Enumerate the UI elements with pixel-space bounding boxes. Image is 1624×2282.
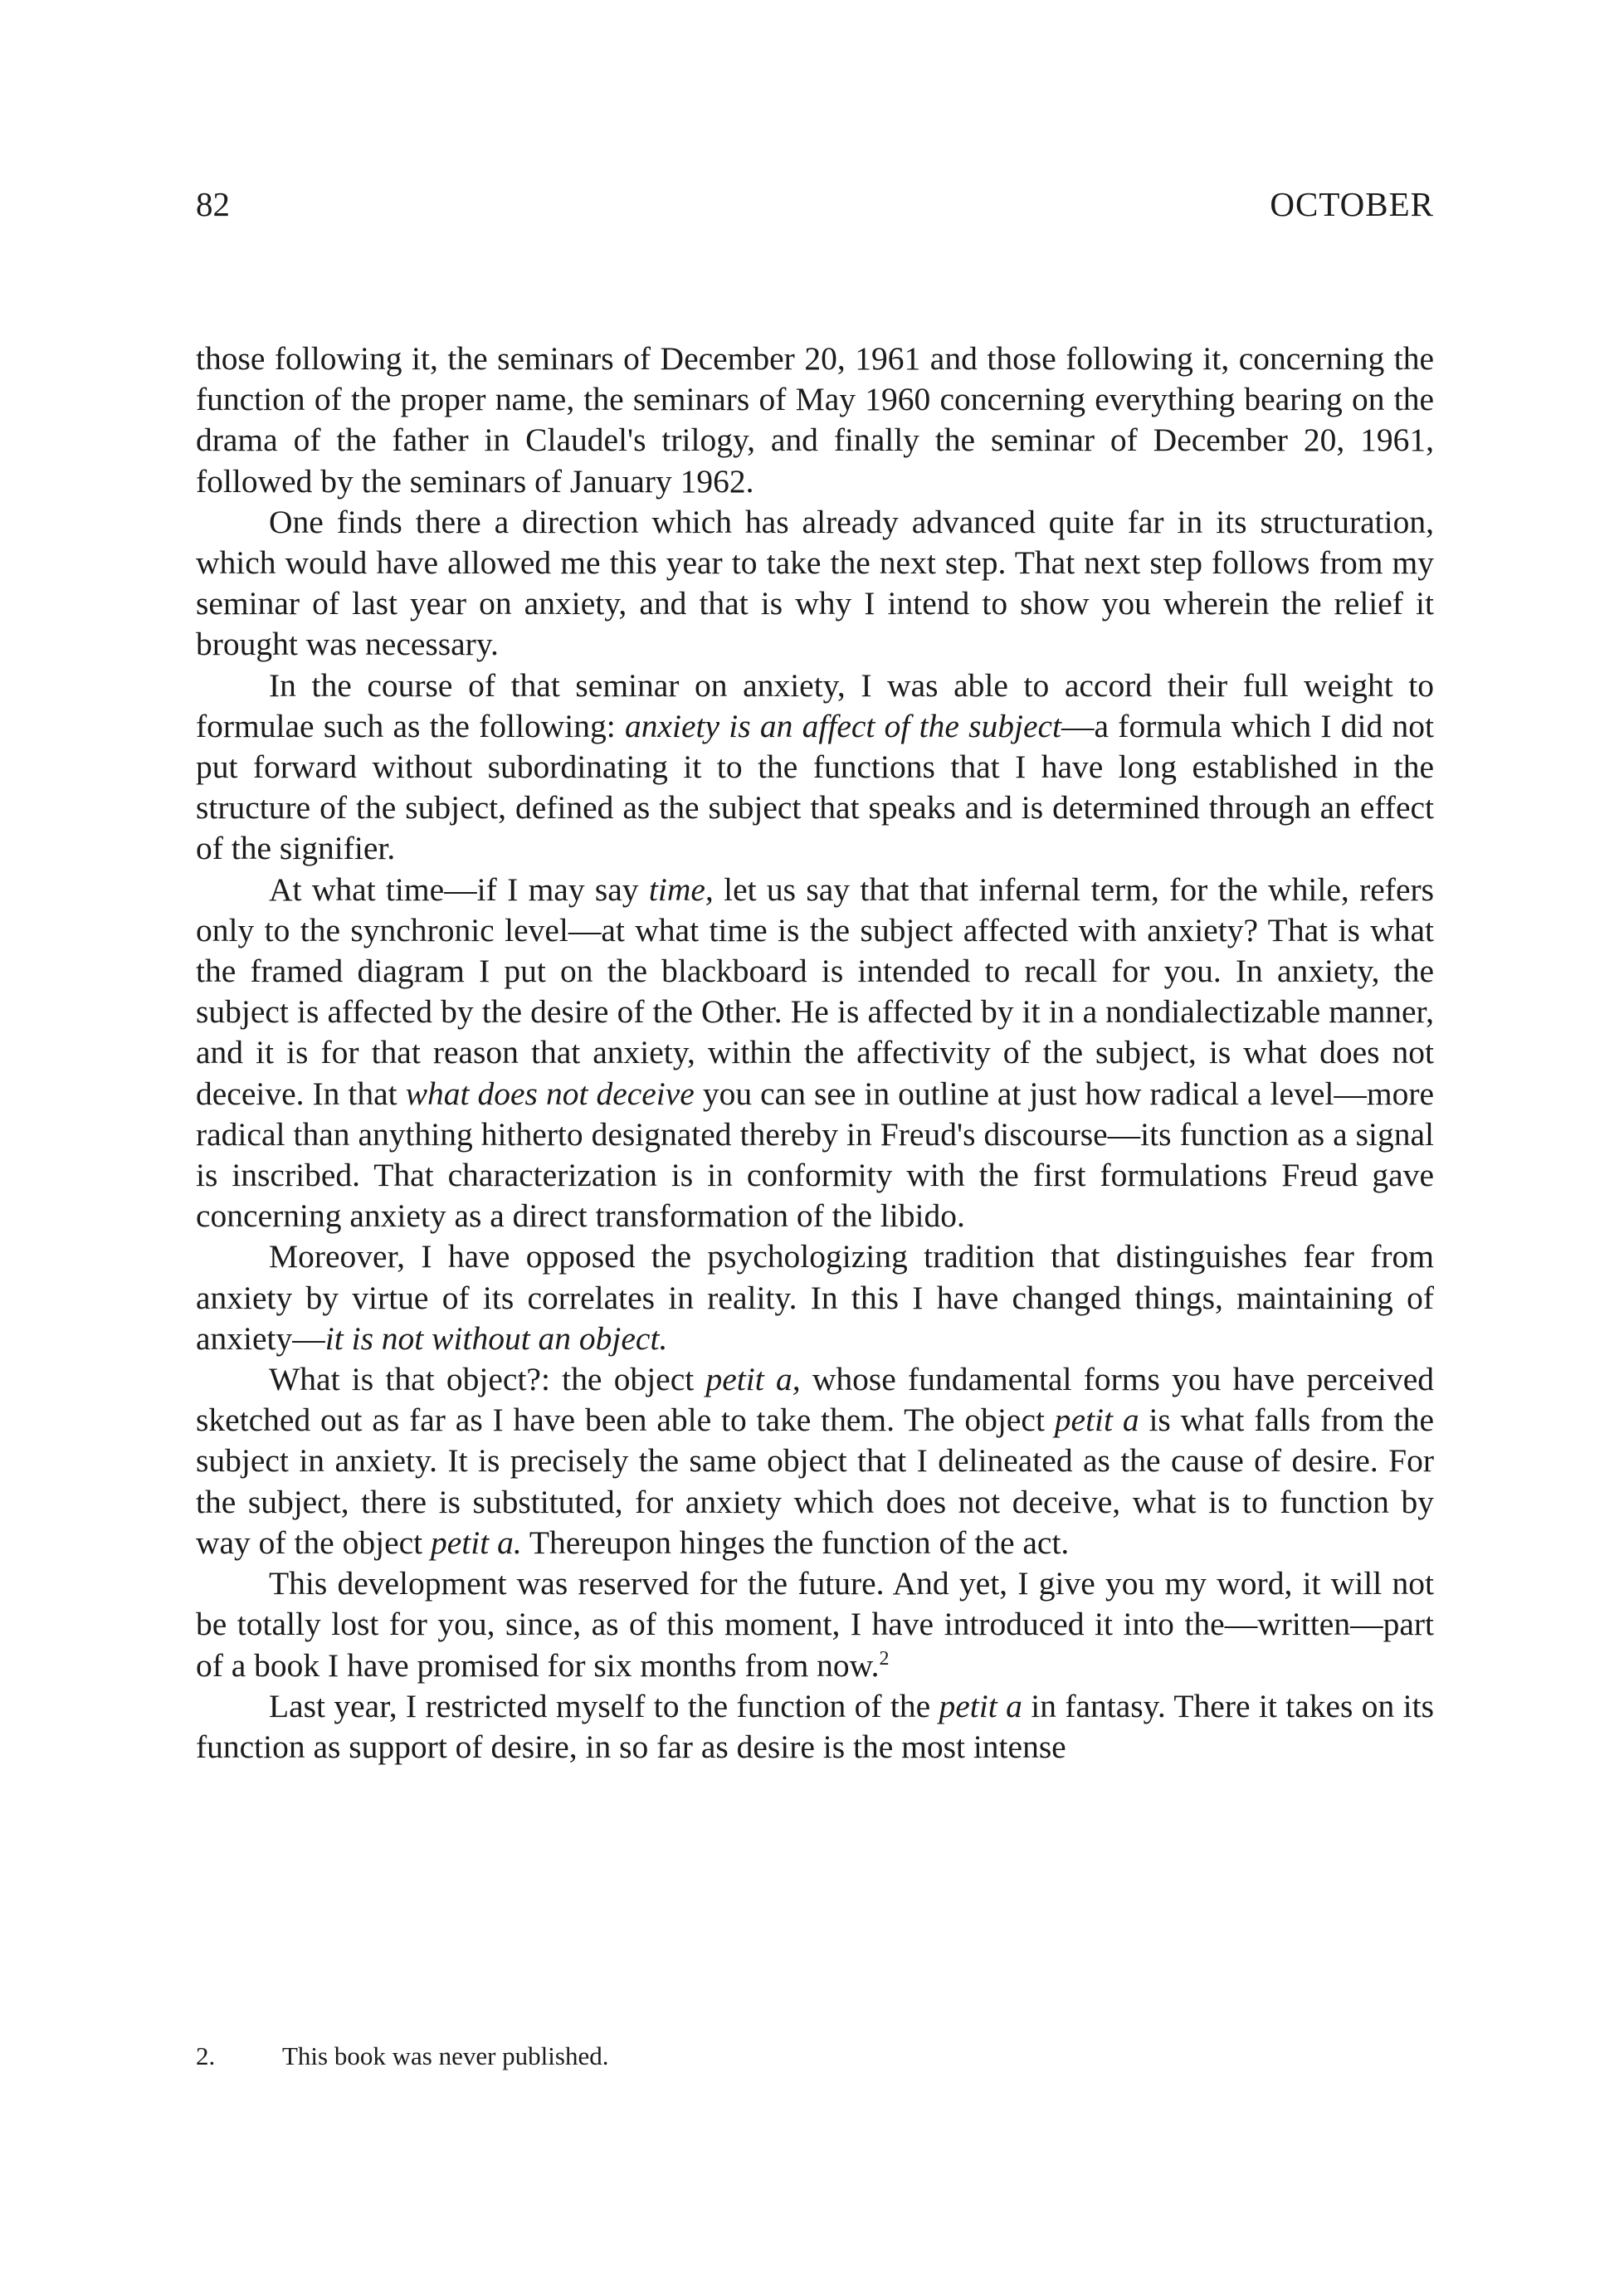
text-run: At what time—if I may say xyxy=(269,870,649,908)
page-number: 82 xyxy=(196,185,230,223)
paragraph xyxy=(196,1686,1434,1768)
running-head xyxy=(196,181,1434,227)
italic-phrase: petit a. xyxy=(430,1524,522,1561)
paragraph xyxy=(196,339,1434,502)
text-run: In the course of that seminar on anxiety, I was able to accord their full weight to formulae such as the following: xyxy=(196,666,1434,744)
text-run: those following it, the seminars of December 20, 1961 and those following it, concerning the function of the proper name, the seminars of May 1960 concerning everything bearing on the drama of the father in Claudel's trilogy, and finally the seminar of December 20, 1961, followed by the seminars of January 1962. xyxy=(196,340,1434,500)
paragraph xyxy=(196,1563,1434,1686)
text-run: you can see in outline at just how radical a level—more radical than anything hitherto designated thereby in Freud's discourse—its function as a signal is inscribed. That characterization is in conformity with the first formulations Freud gave concerning anxiety as a direct transformation of the libido. xyxy=(196,1075,1435,1235)
text-run: whose fundamental forms you have perceived sketched out as far as I have been able to take them. The object xyxy=(196,1361,1434,1439)
footnote-reference: 2 xyxy=(879,1647,890,1670)
text-run: Last year, I restricted myself to the function of the xyxy=(269,1687,939,1724)
paragraph xyxy=(196,666,1434,870)
text-run: in fantasy. There it takes on its function as support of desire, in so far as desire is the most intense xyxy=(196,1687,1434,1765)
italic-phrase: petit a, xyxy=(705,1361,801,1398)
text-run: let us say that that infernal term, for the while, refers only to the synchronic level—at what time is the subject affected with anxiety? That is what the framed diagram I put on the blackboard is intended to recall for you. In anxiety, the subject is affected by the desire of the Other. He is affected by it in a nondialectizable manner, and it is for that reason that anxiety, within the affectivity of the subject, is what does not deceive. In that xyxy=(196,870,1435,1112)
italic-phrase: time, xyxy=(648,870,714,908)
italic-phrase: it is not without an object. xyxy=(324,1319,668,1357)
footnote-number: 2. xyxy=(196,2041,216,2070)
text-run: One finds there a direction which has already advanced quite far in its structuration, which would have allowed me this year to take the next step. That next step follows from my seminar of last year on anxiety, and that is why I intend to show you wherein the relief it brought was necessary. xyxy=(196,503,1434,663)
body-text xyxy=(196,339,1434,1768)
italic-phrase: anxiety is an affect of the subject xyxy=(624,707,1062,744)
text-run: This development was reserved for the future. And yet, I give you my word, it will not be totally lost for you, since, as of this moment, I have introduced it into the—written—part of a book I have promised for six months from now. xyxy=(196,1565,1434,1684)
italic-phrase: what does not deceive xyxy=(405,1075,695,1112)
text-run: What is that object?: the object xyxy=(269,1361,706,1398)
paragraph xyxy=(196,1236,1434,1359)
footnote-text: This book was never published. xyxy=(282,2041,609,2070)
paragraph xyxy=(196,870,1434,1237)
paragraph xyxy=(196,1359,1434,1563)
italic-phrase: petit a xyxy=(939,1687,1022,1724)
text-run: Thereupon hinges the function of the act. xyxy=(521,1524,1070,1561)
italic-phrase: petit a xyxy=(1054,1402,1139,1439)
text-run: is what falls from the subject in anxiety. It is precisely the same object that I delineated as the cause of desire. For the subject, there is substituted, for anxiety which does not deceive, what is to function by way of the object xyxy=(196,1402,1434,1561)
paragraph xyxy=(196,502,1434,666)
journal-title: OCTOBER xyxy=(1270,185,1434,223)
text-run: Moreover, I have opposed the psychologizing tradition that distinguishes fear from anxiety by virtue of its correlates in reality. In this I have changed things, maintaining of anxiety— xyxy=(196,1238,1434,1357)
text-run: —a formula which I did not put forward without subordinating it to the functions that I have long established in the structure of the subject, defined as the subject that speaks and is determined through an effect of the signifier. xyxy=(196,707,1434,867)
footnote xyxy=(196,2040,1434,2073)
